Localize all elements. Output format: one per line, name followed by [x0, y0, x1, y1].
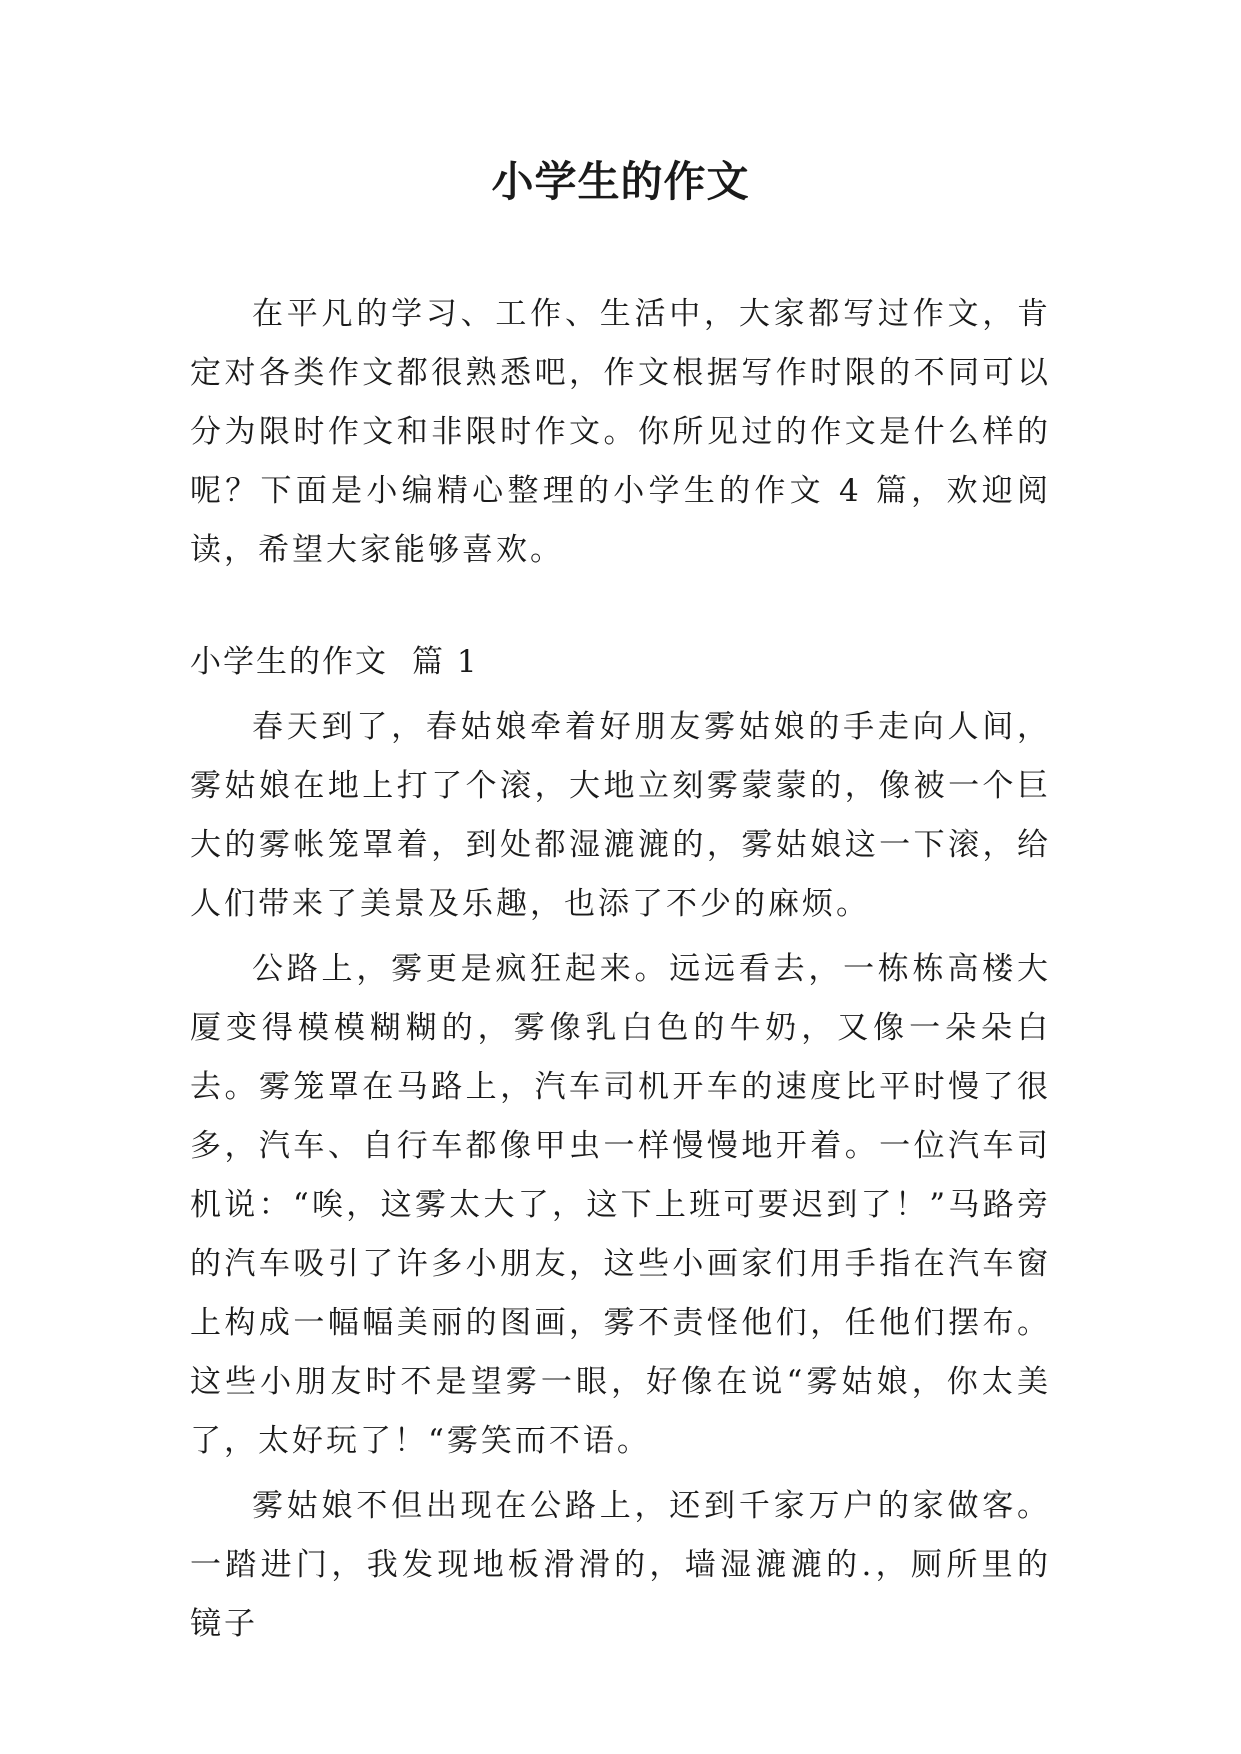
section-heading-number: 篇 1	[412, 644, 479, 680]
section-paragraph-1: 春天到了，春姑娘牵着好朋友雾姑娘的手走向人间，雾姑娘在地上打了个滚，大地立刻雾蒙蒙的，像被一个巨大的雾帐笼罩着，到处都湿漉漉的，雾姑娘这一下滚，给人们带来了美景及乐趣，也添了不少的麻烦。	[190, 709, 1051, 922]
section-1	[190, 633, 1051, 1654]
section-heading-title: 小学生的作文	[190, 644, 388, 680]
section-heading	[190, 633, 1051, 692]
section-paragraph-2: 公路上，雾更是疯狂起来。远远看去，一栋栋高楼大厦变得模模糊糊的，雾像乳白色的牛奶，又像一朵朵白去。雾笼罩在马路上，汽车司机开车的速度比平时慢了很多，汽车、自行车都像甲虫一样慢慢地开着。一位汽车司机说：“唉，这雾太大了，这下上班可要迟到了！”马路旁的汽车吸引了许多小朋友，这些小画家们用手指在汽车窗上构成一幅幅美丽的图画，雾不责怪他们，任他们摆布。这些小朋友时不是望雾一眼，好像在说“雾姑娘，你太美了，太好玩了！“雾笑而不语。	[190, 951, 1051, 1459]
document-title: 小学生的作文	[491, 157, 750, 206]
intro-paragraph: 在平凡的学习、工作、生活中，大家都写过作文，肯定对各类作文都很熟悉吧，作文根据写作时限的不同可以分为限时作文和非限时作文。你所见过的作文是什么样的呢？下面是小编精心整理的小学生的作文 4 篇，欢迎阅读，希望大家能够喜欢。	[190, 296, 1051, 568]
intro-block	[190, 285, 1051, 580]
section-paragraph-3: 雾姑娘不但出现在公路上，还到千家万户的家做客。一踏进门，我发现地板滑滑的，墙湿漉漉的.，厕所里的镜子	[190, 1488, 1051, 1642]
